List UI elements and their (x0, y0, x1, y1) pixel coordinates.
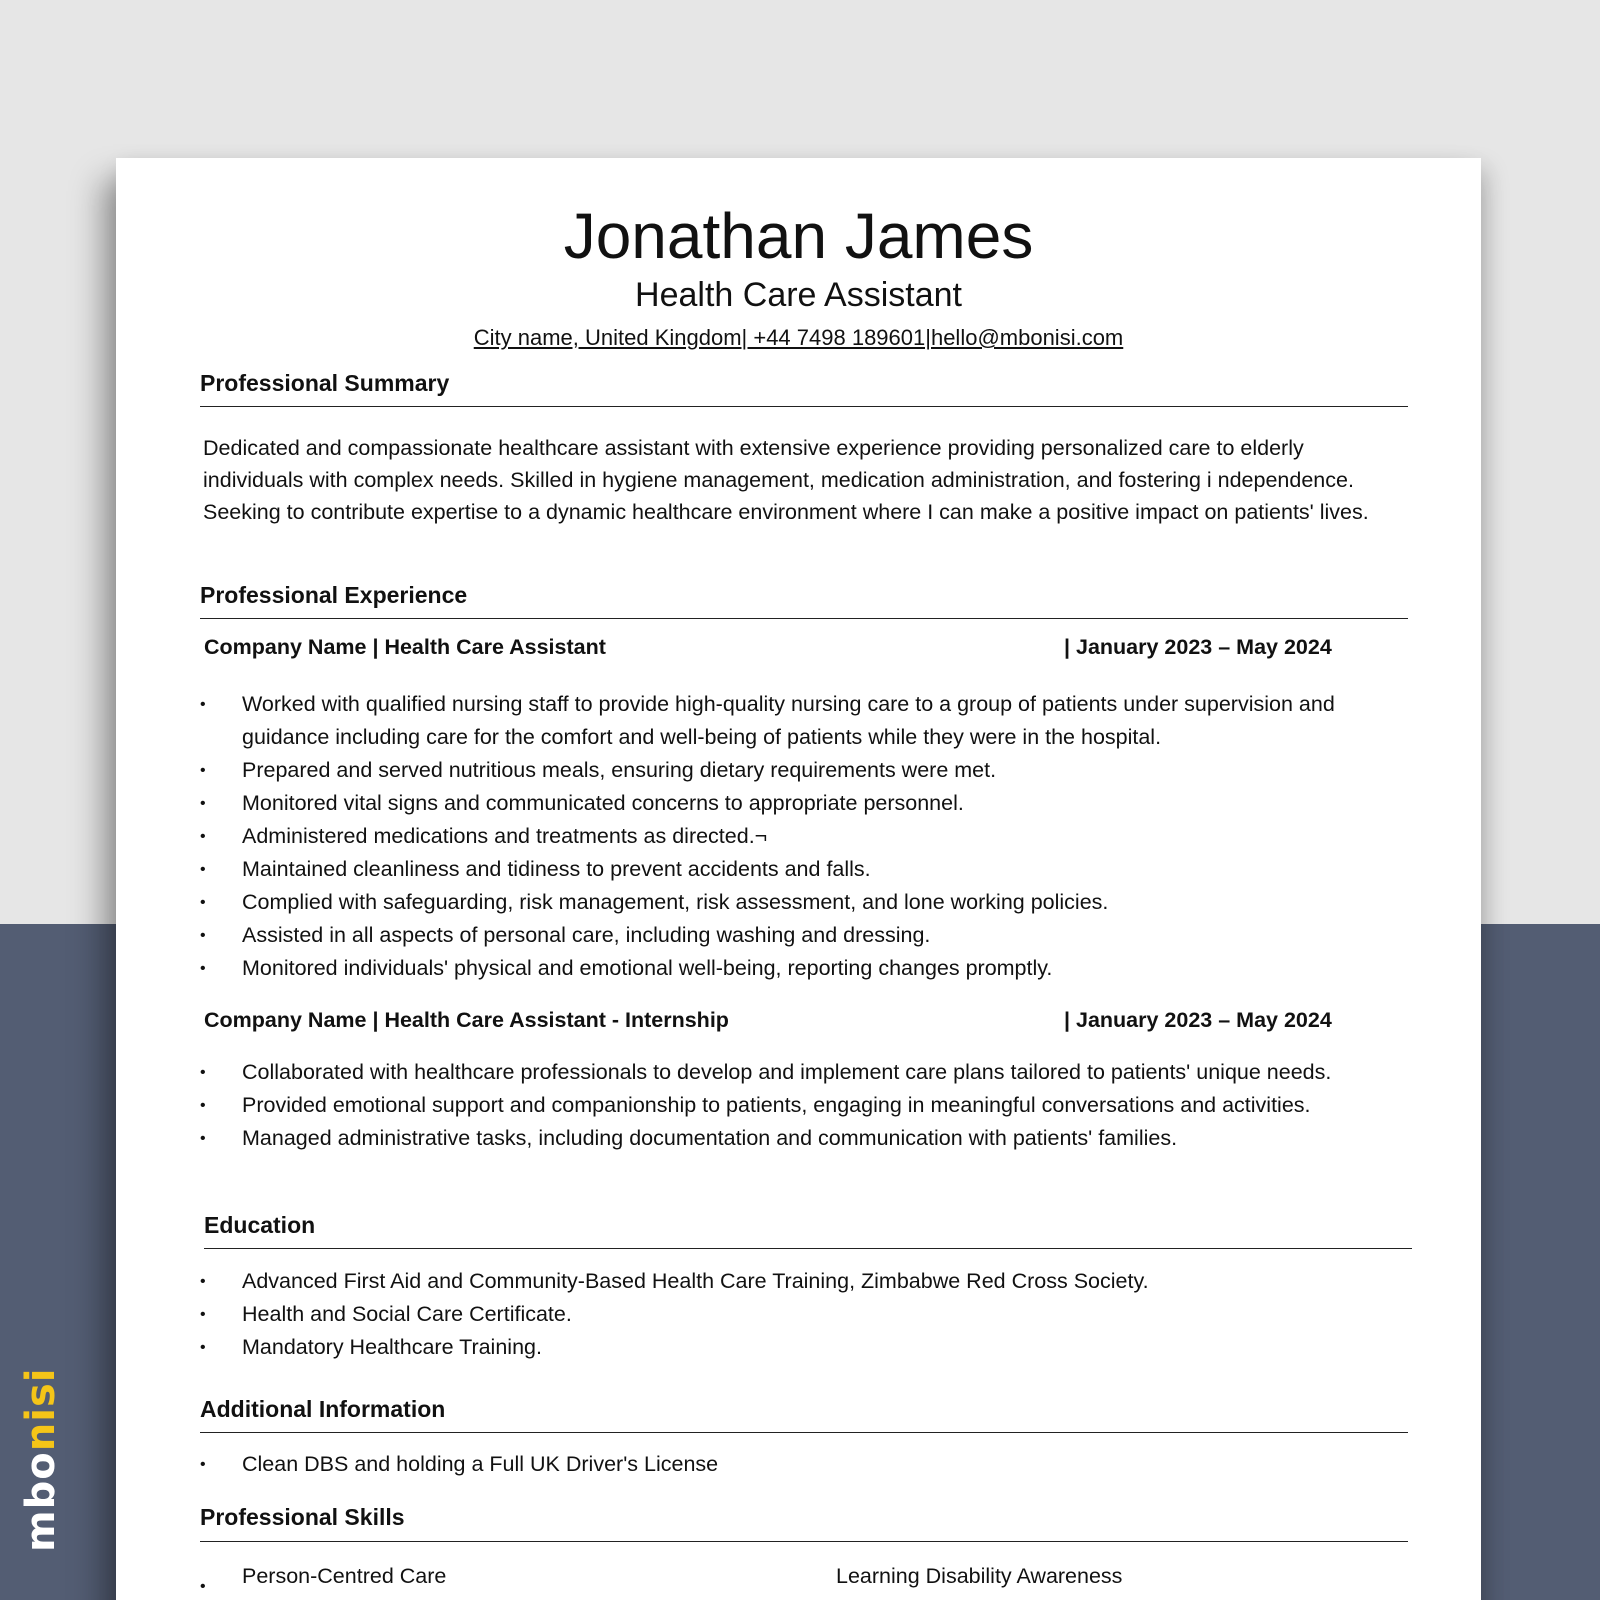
job-dates: | January 2023 – May 2024 (1064, 635, 1332, 659)
list-item: • Prepared and served nutritious meals, ensuring dietary requirements were met. (200, 758, 997, 782)
list-item: • Administered medications and treatments as directed.¬ (200, 824, 768, 848)
list-item: • Health and Social Care Certificate. (200, 1302, 572, 1326)
section-divider (200, 1432, 1408, 1433)
list-item: • Maintained cleanliness and tidiness to prevent accidents and falls. (200, 857, 871, 881)
section-heading-summary: Professional Summary (200, 370, 450, 396)
section-heading-education: Education (204, 1212, 316, 1238)
section-divider (200, 618, 1408, 619)
job-header (204, 635, 1404, 660)
job-dates: | January 2023 – May 2024 (1064, 1008, 1332, 1032)
contact-line[interactable]: City name, United Kingdom| +44 7498 189601|hello@mbonisi.com (473, 325, 1124, 350)
list-item: • Provided emotional support and companionship to patients, engaging in meaningful conversations and activities. (200, 1093, 1311, 1117)
resume-page (116, 158, 1481, 1600)
skills-grid (200, 1560, 1415, 1593)
job-bullet-list (200, 688, 1415, 985)
job-bullet-list (200, 1056, 1415, 1155)
list-item: • Complied with safeguarding, risk management, risk assessment, and lone working policies. (200, 890, 1109, 914)
list-item: • Managed administrative tasks, including documentation and communication with patients' families. (200, 1126, 1178, 1150)
brand-logo-accent: nisi (18, 1367, 64, 1452)
job-company-role: Company Name | Health Care Assistant - Internship (204, 1008, 729, 1032)
brand-logo (18, 1367, 64, 1552)
list-item: • Clean DBS and holding a Full UK Driver's License (200, 1452, 719, 1476)
skill-item: Learning Disability Awareness (836, 1564, 1123, 1588)
job-company-role: Company Name | Health Care Assistant (204, 635, 606, 659)
candidate-name: Jonathan James (563, 200, 1034, 272)
section-divider (204, 1248, 1412, 1249)
list-item: • Worked with qualified nursing staff to provide high-quality nursing care to a group of patients under supervision and guidance including care for the comfort and well-being of patients while they were in the hospital. (200, 692, 1335, 749)
section-divider (200, 406, 1408, 407)
skill-item: • Person-Centred Care (200, 1564, 447, 1595)
section-heading-additional: Additional Information (200, 1396, 446, 1422)
section-heading-experience: Professional Experience (200, 582, 468, 608)
education-list (200, 1265, 1415, 1364)
list-item: • Monitored vital signs and communicated concerns to appropriate personnel. (200, 791, 964, 815)
section-divider (200, 1541, 1408, 1542)
list-item: • Advanced First Aid and Community-Based Health Care Training, Zimbabwe Red Cross Society. (200, 1269, 1149, 1293)
list-item: • Monitored individuals' physical and emotional well-being, reporting changes promptly. (200, 956, 1053, 980)
list-item: • Mandatory Healthcare Training. (200, 1335, 542, 1359)
job-header (204, 1008, 1404, 1033)
list-item: • Collaborated with healthcare professionals to develop and implement care plans tailored to patients' unique needs. (200, 1060, 1332, 1084)
candidate-title: Health Care Assistant (635, 276, 962, 314)
list-item: • Assisted in all aspects of personal care, including washing and dressing. (200, 923, 931, 947)
section-heading-skills: Professional Skills (200, 1504, 405, 1530)
brand-logo-text: mbo (18, 1451, 64, 1552)
additional-list (200, 1448, 1415, 1481)
summary-text: Dedicated and compassionate healthcare assistant with extensive experience providing personalized care to elderly individuals with complex needs. Skilled in hygiene management, medication administration, and fostering i ndependence. Seeking to contribute expertise to a dynamic healthcare environment where I can make a positive impact on patients' lives. (203, 436, 1369, 524)
